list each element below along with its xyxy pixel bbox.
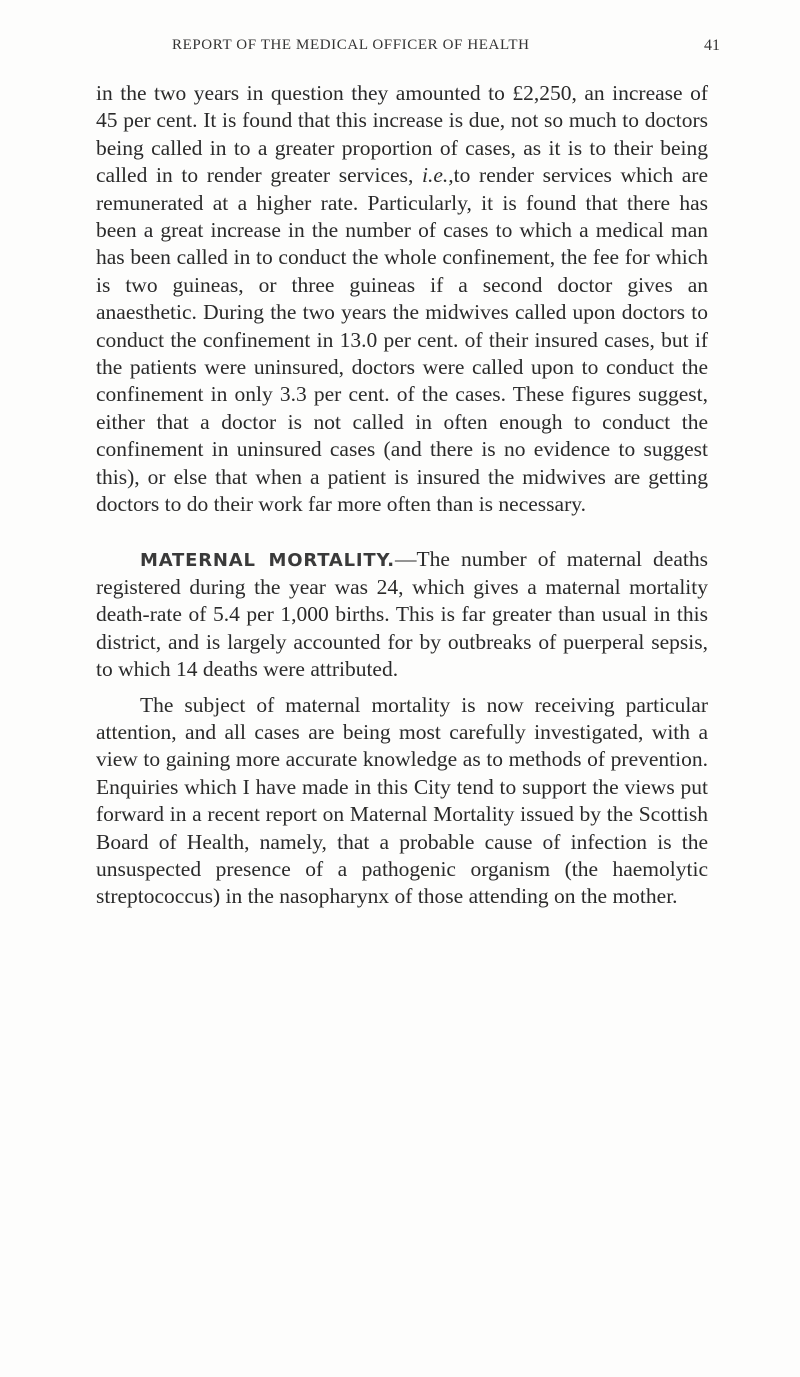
paragraph-fees: [96, 80, 708, 519]
section-heading-maternal-mortality: MATERNAL MORTALITY.: [140, 549, 395, 571]
paragraph-investigation: [96, 692, 708, 911]
paragraph-maternal-mortality-text: —The number of maternal deaths registered during the year was 24, which gives a maternal mortality death-rate of 5.4 per 1,000 births. This is far greater than usual in this district, and is largely accounted for by outbreaks of puerperal sepsis, to which 14 deaths were attributed.: [96, 546, 708, 682]
page-number: 41: [704, 37, 720, 54]
paragraph-investigation-text: The subject of maternal mortality is now receiving particular attention, and all cases are being most carefully investigated, with a view to gaining more accurate knowledge as to methods of prevention. Enquiries which I have made in this City tend to support the views put forward in a recent report on Maternal Mortality issued by the Scottish Board of Health, namely, that a probable cause of infection is the unsuspected presence of a pathogenic organism (the haemolytic streptococcus) in the nasopharynx of those attending on the mother.: [96, 692, 708, 909]
paragraph-fees-text-1: in the two years in question they amounted to £2,250, an increase of 45 per cent. It is found that this increase is due, not so much to doctors being called in to a greater proportion of cases, as it is to their being called in to render greater services,: [96, 81, 708, 188]
paragraph-gap: [96, 519, 708, 546]
body-text: [96, 80, 708, 911]
paragraph-maternal-mortality: [96, 546, 708, 684]
header-title: REPORT OF THE MEDICAL OFFICER OF HEALTH: [172, 37, 530, 53]
paragraph-fees-text-2: to render services which are remunerated at a higher rate. Particularly, it is found that there has been a great increase in the number of cases to which a medical man has been called in to conduct the whole confinement, the fee for which is two guineas, or three guineas if a second doctor gives an anaesthetic. During the two years the midwives called upon doctors to conduct the confinement in 13.0 per cent. of their insured cases, but if the patients were uninsured, doctors were called upon to conduct the confinement in only 3.3 per cent. of the cases. These figures suggest, either that a doctor is not called in often enough to conduct the confinement in uninsured cases (and there is no evidence to suggest this), or else that when a patient is insured the midwives are getting doctors to do their work far more often than is necessary.: [96, 163, 708, 517]
paragraph-fees-ie: i.e.,: [422, 163, 454, 188]
running-header: [172, 37, 712, 54]
